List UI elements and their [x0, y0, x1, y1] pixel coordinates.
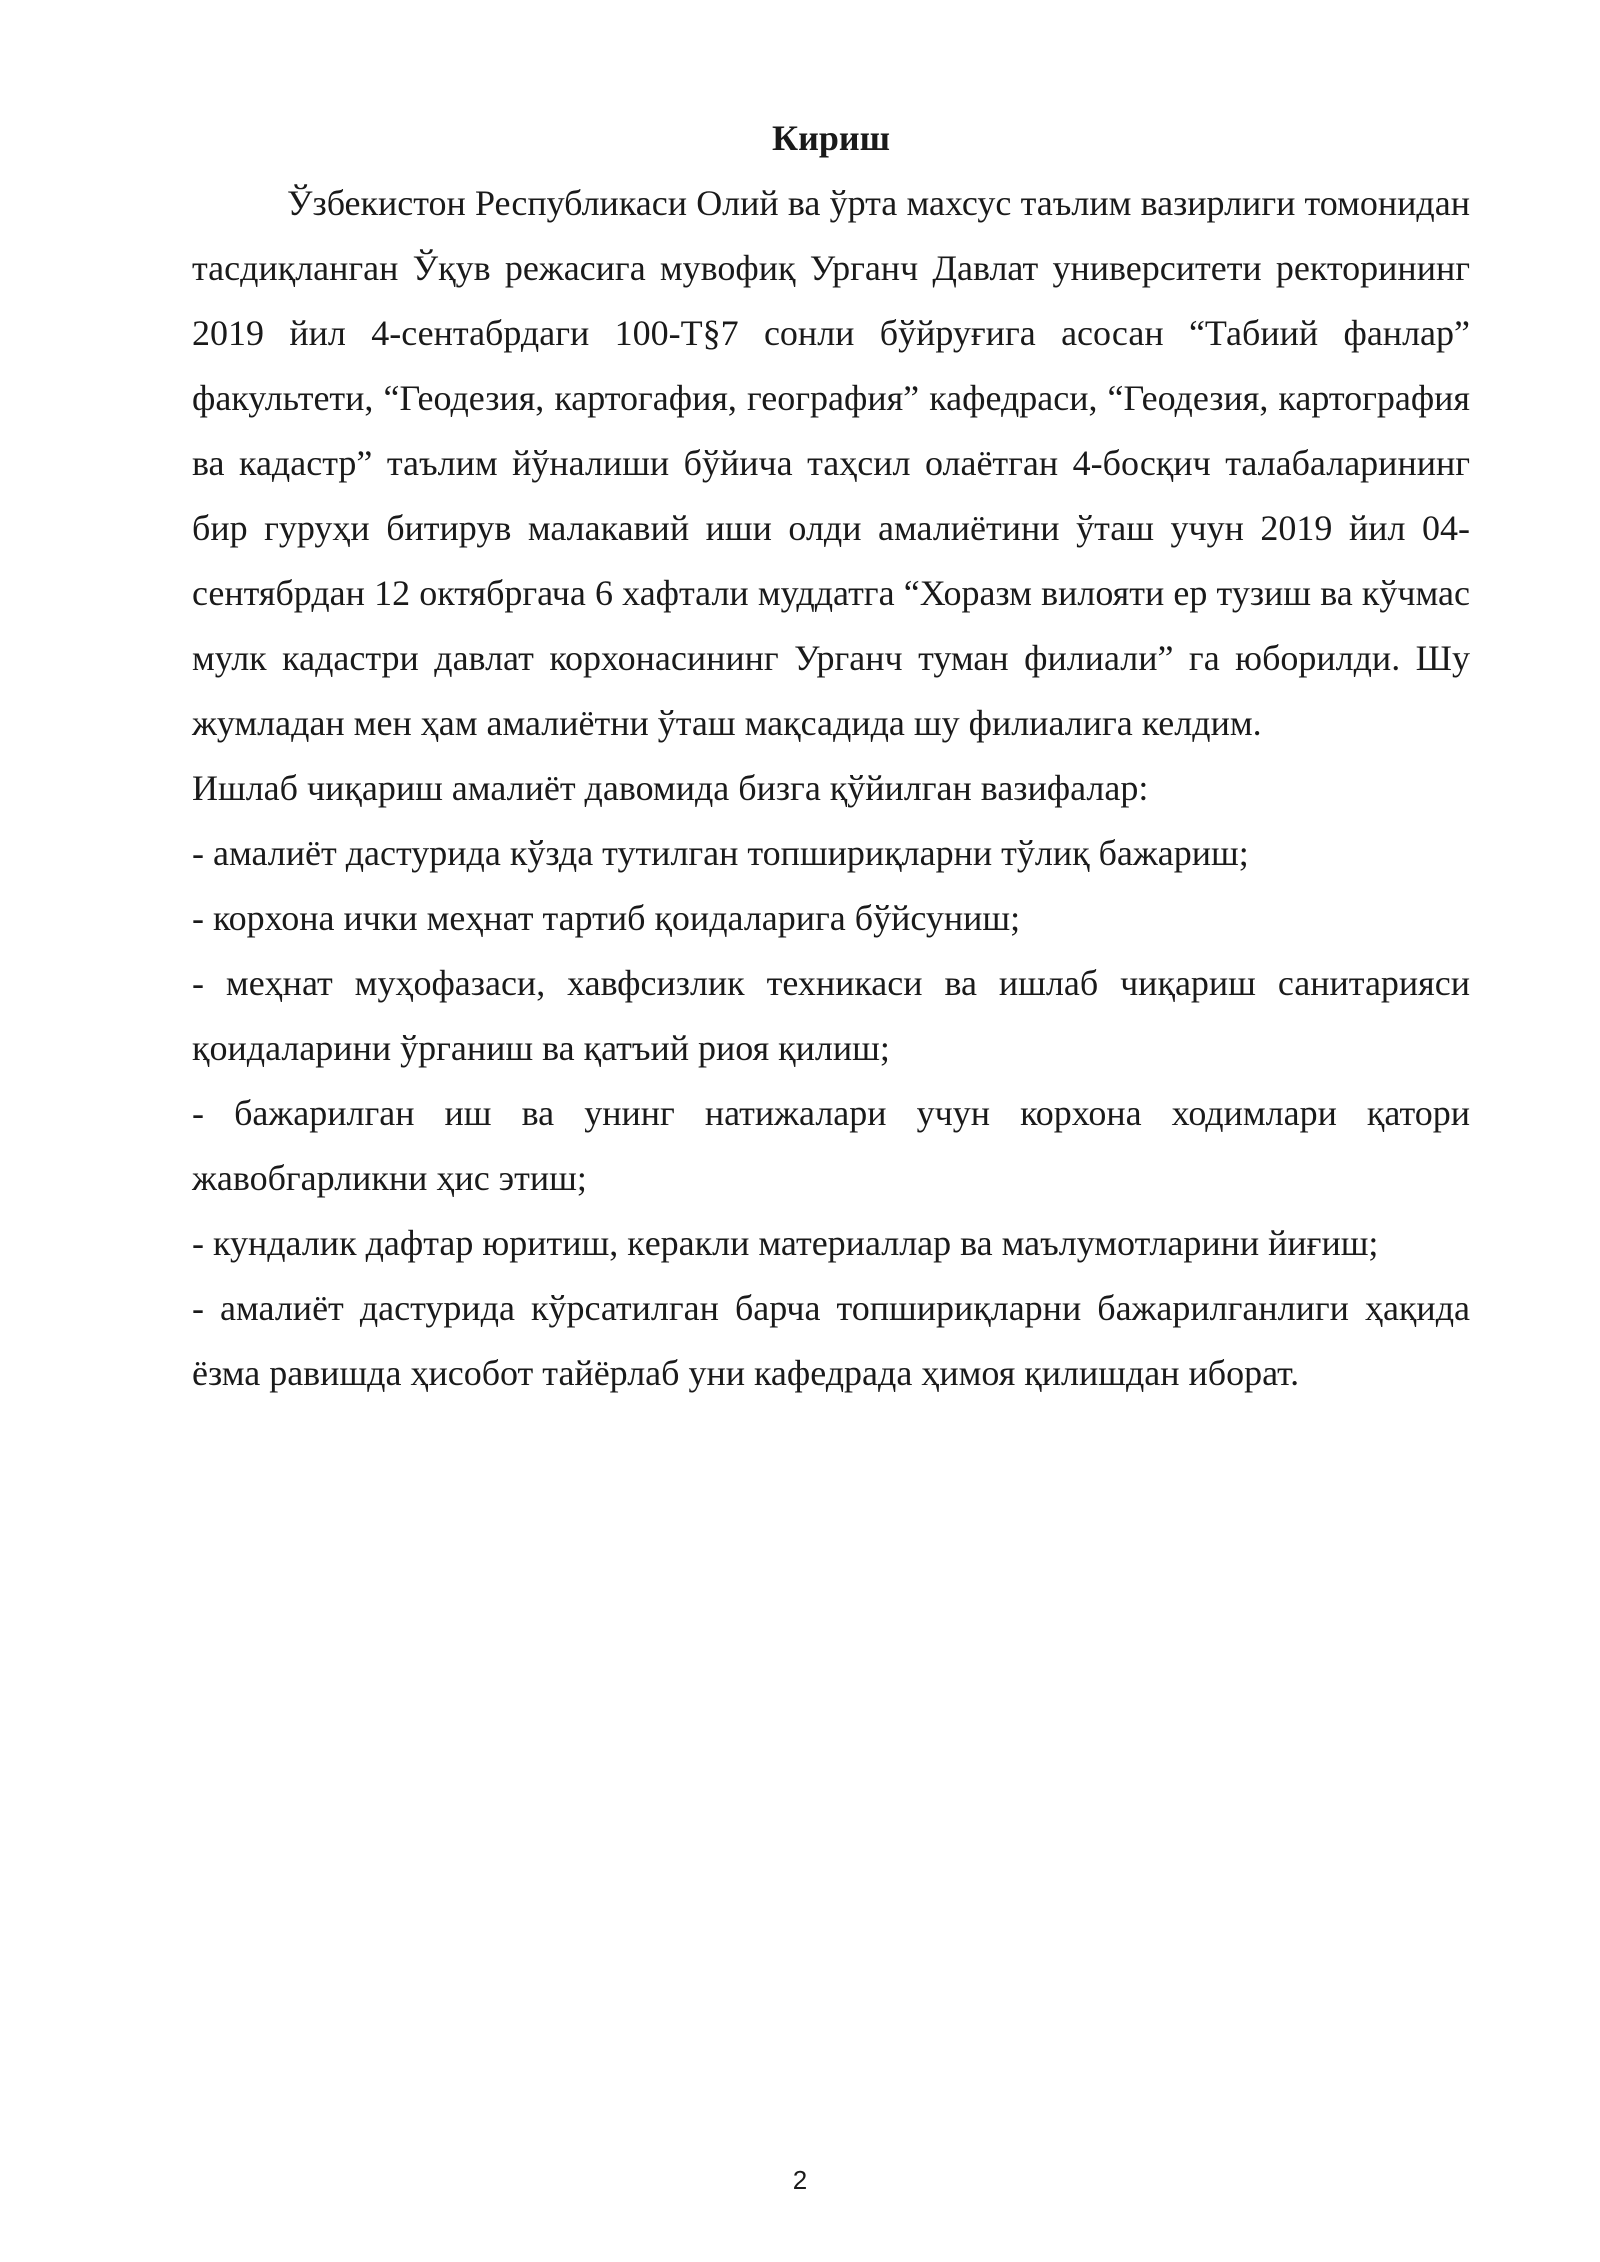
intro-paragraph: Ўзбекистон Республикаси Олий ва ўрта махсус таълим вазирлиги томонидан тасдиқланган Ўқув режасига мувофиқ Урганч Давлат университети ректорининг 2019 йил 4-сентабрдаги 100-Т§7 сонли бўйруғига асосан “Табиий фанлар” факультети, “Геодезия, картогафия, география” кафедраси, “Геодезия, картография ва кадастр” таълим йўналиши бўйича таҳсил олаётган 4-босқич талабаларининг бир гуруҳи битирув малакавий иши олди амалиётини ўташ учун 2019 йил 04-сентябрдан 12 октябргача 6 хафтали муддатга “Хоразм вилояти ер тузиш ва кўчмас мулк кадастри давлат корхонасининг Урганч туман филиали” га юборилди. Шу жумладан мен ҳам амалиётни ўташ мақсадида шу филиалига келдим.	[192, 183, 1470, 743]
task-item-5: - кундалик дафтар юритиш, кeракли материаллар ва маълумотларини йиғиш;	[192, 1223, 1379, 1263]
page-content	[192, 106, 1470, 1406]
task-item-6: - амалиёт дастурида кўрсатилган барча топшириқларни бажарилганлиги ҳақида ёзма равишда ҳисобот тайёрлаб уни кафедрада ҳимоя қилишдан иборат.	[192, 1288, 1470, 1393]
task-item-2: - корхона ички меҳнат тартиб қоидаларига бўйсуниш;	[192, 898, 1021, 938]
page-number: 2	[792, 2165, 808, 2195]
task-item-4: - бажарилган иш ва унинг натижалари учун корхона ходимлари қатори жавобгарликни ҳис этиш;	[192, 1093, 1470, 1198]
tasks-heading: Ишлаб чиқариш амалиёт давомида бизга қўйилган вазифалар:	[192, 768, 1149, 808]
task-item-3: - меҳнат муҳофазаси, хавфсизлик техникаси ва ишлаб чиқариш санитарияси қоидаларини ўрганиш ва қатъий риоя қилиш;	[192, 963, 1470, 1068]
page-title: Кириш	[771, 118, 890, 158]
task-item-1: - амалиёт дастурида кўзда тутилган топшириқларни тўлиқ бажариш;	[192, 833, 1249, 873]
